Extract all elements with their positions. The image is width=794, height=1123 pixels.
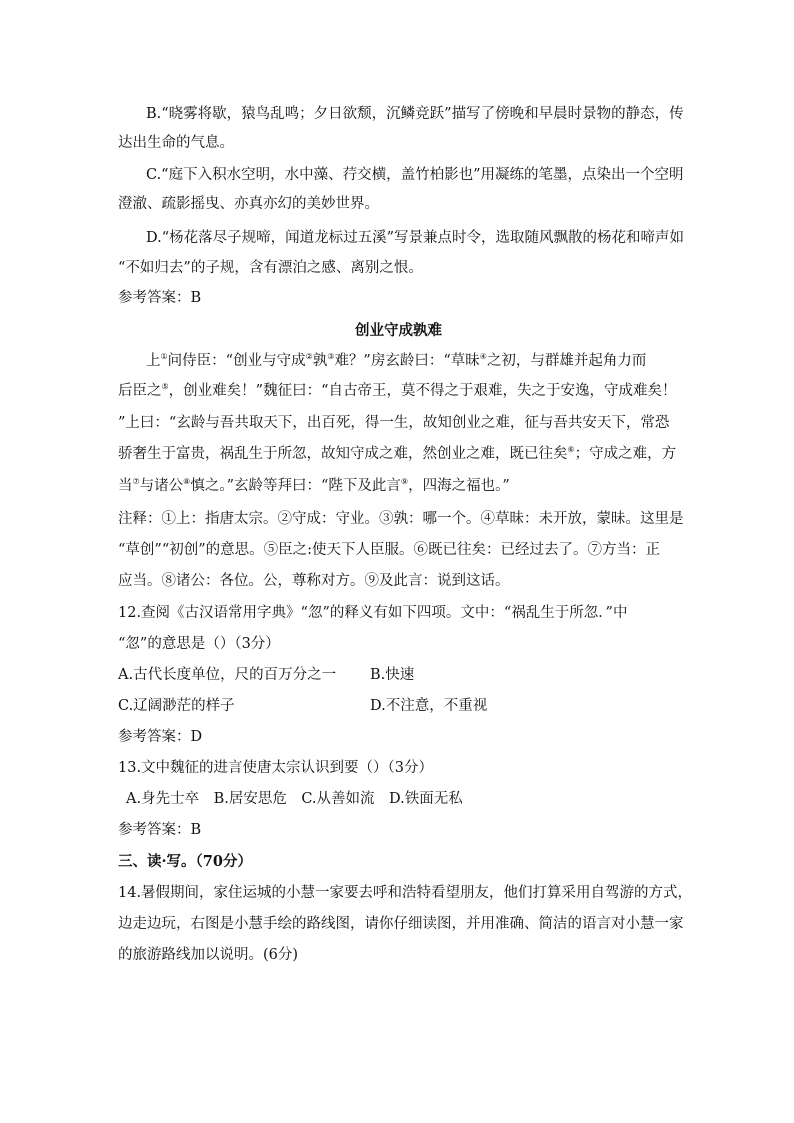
section-heading: 三、读·写。（70分）: [118, 853, 252, 870]
passage-text: 当: [118, 478, 133, 494]
note-mark: ④: [479, 352, 487, 362]
passage-text: ，四海之福也。”: [408, 478, 510, 494]
passage-line3: ”上曰：“玄龄与吾共取天下，出百死，得一生，故知创业之难，征与吾共安天下，常恐: [118, 415, 670, 431]
notes-line2: “草创”“初创”的意思。⑤臣之:使天下人臣服。⑥既已往矣：已经过去了。⑦方当：正: [118, 542, 661, 558]
q14-line3: 的旅游路线加以说明。(6分): [118, 947, 299, 963]
notes-line1: 注释：①上：指唐太宗。②守成：守业。③孰：哪一个。④草昧：未开放，蒙昧。这里是: [118, 511, 684, 527]
notes-line3: 应当。⑧诸公：各位。公，尊称对方。⑨及此言：说到这话。: [118, 573, 510, 589]
q13-options: A.身先士卒 B.居安思危 C.从善如流 D.铁面无私: [126, 791, 463, 807]
passage-title: 创业守成孰难: [355, 322, 442, 339]
passage-text: 之初，与群雄并起角力而: [486, 353, 647, 369]
passage-line5: [118, 476, 510, 496]
passage-line4: [118, 444, 676, 464]
option-d-line1: D.“杨花落尽子规啼，闻道龙标过五溪”写景兼点时令，选取随风飘散的杨花和啼声如: [146, 230, 685, 246]
passage-line2: [118, 381, 677, 401]
q14-line1: 14.暑假期间，家住运城的小慧一家要去呼和浩特看望朋友，他们打算采用自驾游的方式，: [118, 885, 693, 901]
passage-text: 孰: [312, 353, 328, 369]
passage-text: 上: [146, 353, 161, 369]
q12-option-b: B.快速: [370, 667, 415, 683]
passage-text: ，创业难矣！”魏征曰：“自古帝王，莫不得之于艰难，失之于安逸，守成难矣！: [168, 383, 677, 399]
option-b-line1: B.“晓雾将歇，猿鸟乱鸣；夕日欲颓，沉鳞竞跃”描写了傍晚和早晨时景物的静态，传: [146, 106, 684, 122]
note-mark: ⑥: [567, 445, 575, 455]
q12-line2: “忽”的意思是（）（3分）: [118, 636, 280, 652]
passage-text: 骄奢生于富贵，祸乱生于所忽，故知守成之难，然创业之难，既已往矣: [118, 446, 568, 462]
option-c-line2: 澄澈、疏影摇曳、亦真亦幻的美妙世界。: [118, 196, 379, 212]
q13-answer: 参考答案：B: [118, 822, 202, 838]
option-b-line2: 达出生命的气息。: [118, 135, 234, 151]
note-mark: ⑤: [161, 382, 169, 392]
passage-text: 难？”房玄龄曰：“草昧: [334, 353, 480, 369]
note-mark: ②: [305, 352, 313, 362]
q12-option-d: D.不注意，不重视: [370, 698, 488, 714]
passage-text: 慎之。”玄龄等拜曰：“陛下及此言: [190, 478, 401, 494]
answer-11: 参考答案：B: [118, 290, 202, 306]
option-c-line1: C.“庭下入积水空明，水中藻、荇交横，盖竹柏影也”用凝练的笔墨，点染出一个空明: [146, 167, 684, 183]
passage-line1: [146, 351, 646, 371]
passage-text: ；守成之难，方: [574, 446, 677, 462]
q13-line1: 13.文中魏征的进言使唐太宗认识到要（）（3分）: [118, 760, 434, 776]
note-mark: ⑨: [400, 477, 409, 487]
q12-answer: 参考答案：D: [118, 729, 203, 745]
q12-option-c: C.辽阔渺茫的样子: [118, 698, 235, 714]
note-mark: ①: [160, 352, 168, 362]
passage-text: 问侍臣：“创业与守成: [167, 353, 306, 369]
note-mark: ③: [327, 352, 335, 362]
q14-line2: 边走边玩，右图是小慧手绘的路线图，请你仔细读图，并用准确、简洁的语言对小慧一家: [118, 916, 684, 932]
q12-option-a: A.古代长度单位，尺的百万分之一: [118, 667, 337, 683]
option-d-line2: “不如归去”的子规，含有漂泊之感、离别之恨。: [118, 260, 423, 276]
note-mark: ⑧: [183, 477, 191, 487]
passage-text: 与诸公: [139, 478, 184, 494]
note-mark: ⑦: [132, 477, 140, 487]
passage-text: 后臣之: [118, 383, 162, 399]
q12-line1: 12.查阅《古汉语常用字典》“忽”的释义有如下四项。文中：“祸乱生于所忽．”中: [118, 605, 628, 621]
